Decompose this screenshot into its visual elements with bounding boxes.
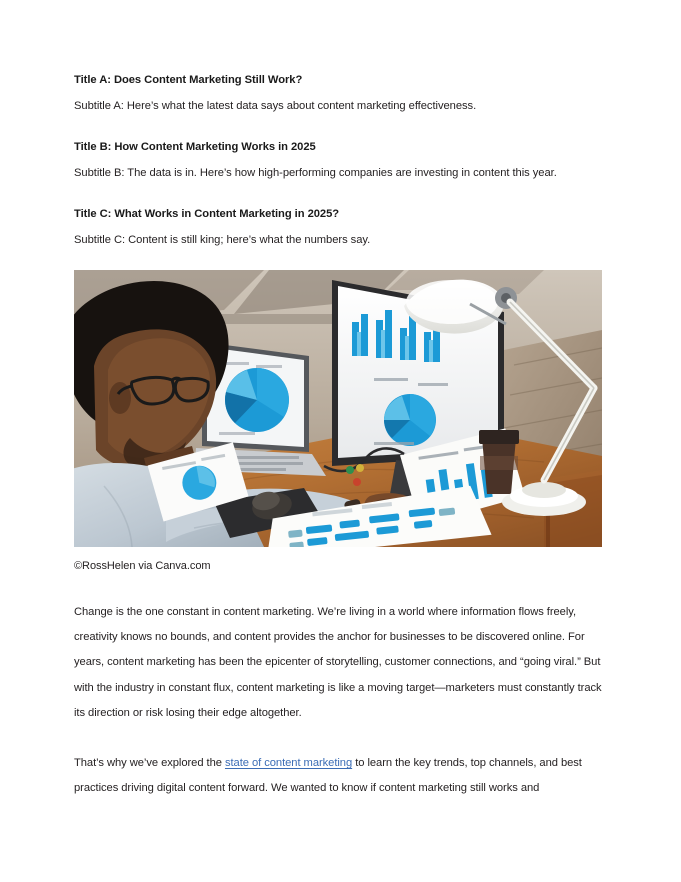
headline-variant-b (74, 137, 602, 183)
variant-a-title: Title A: Does Content Marketing Still Work? (74, 74, 303, 86)
variant-b-subtitle: Subtitle B: The data is in. Here’s how high-performing companies are investing in content this year. (74, 167, 557, 179)
state-of-content-marketing-link[interactable]: state of content marketing (224, 757, 353, 770)
paragraph-2-text-after: to learn the key trends, top channels, and best practices driving digital content forward. We wanted to know if content marketing still works and (74, 757, 582, 795)
article-photo (74, 270, 602, 547)
variant-b-title: Title B: How Content Marketing Works in 2025 (74, 141, 316, 153)
variant-c-title: Title C: What Works in Content Marketing in 2025? (74, 208, 340, 220)
headline-variant-c (74, 204, 602, 250)
figure-caption: ©RossHelen via Canva.com (74, 560, 211, 572)
body-paragraph-1: Change is the one constant in content marketing. We’re living in a world where information flows freely, creativity knows no bounds, and content provides the anchor for businesses to be discovered online. For years, content marketing has been the epicenter of storytelling, customer connections, and “going viral.” But with the industry in constant flux, content marketing is like a moving target—marketers must constantly track its direction or risk losing their edge altogether. (74, 606, 602, 719)
document-content (74, 70, 602, 801)
headline-variant-a (74, 70, 602, 116)
spacer (74, 575, 602, 600)
article-figure (74, 270, 602, 575)
paragraph-2-text-before: That’s why we’ve explored the (74, 757, 225, 770)
spacer (74, 726, 602, 751)
body-paragraph-2 (74, 751, 602, 801)
variant-c-subtitle: Subtitle C: Content is still king; here’s what the numbers say. (74, 234, 371, 246)
variant-a-subtitle: Subtitle A: Here’s what the latest data says about content marketing effectiveness. (74, 100, 477, 112)
